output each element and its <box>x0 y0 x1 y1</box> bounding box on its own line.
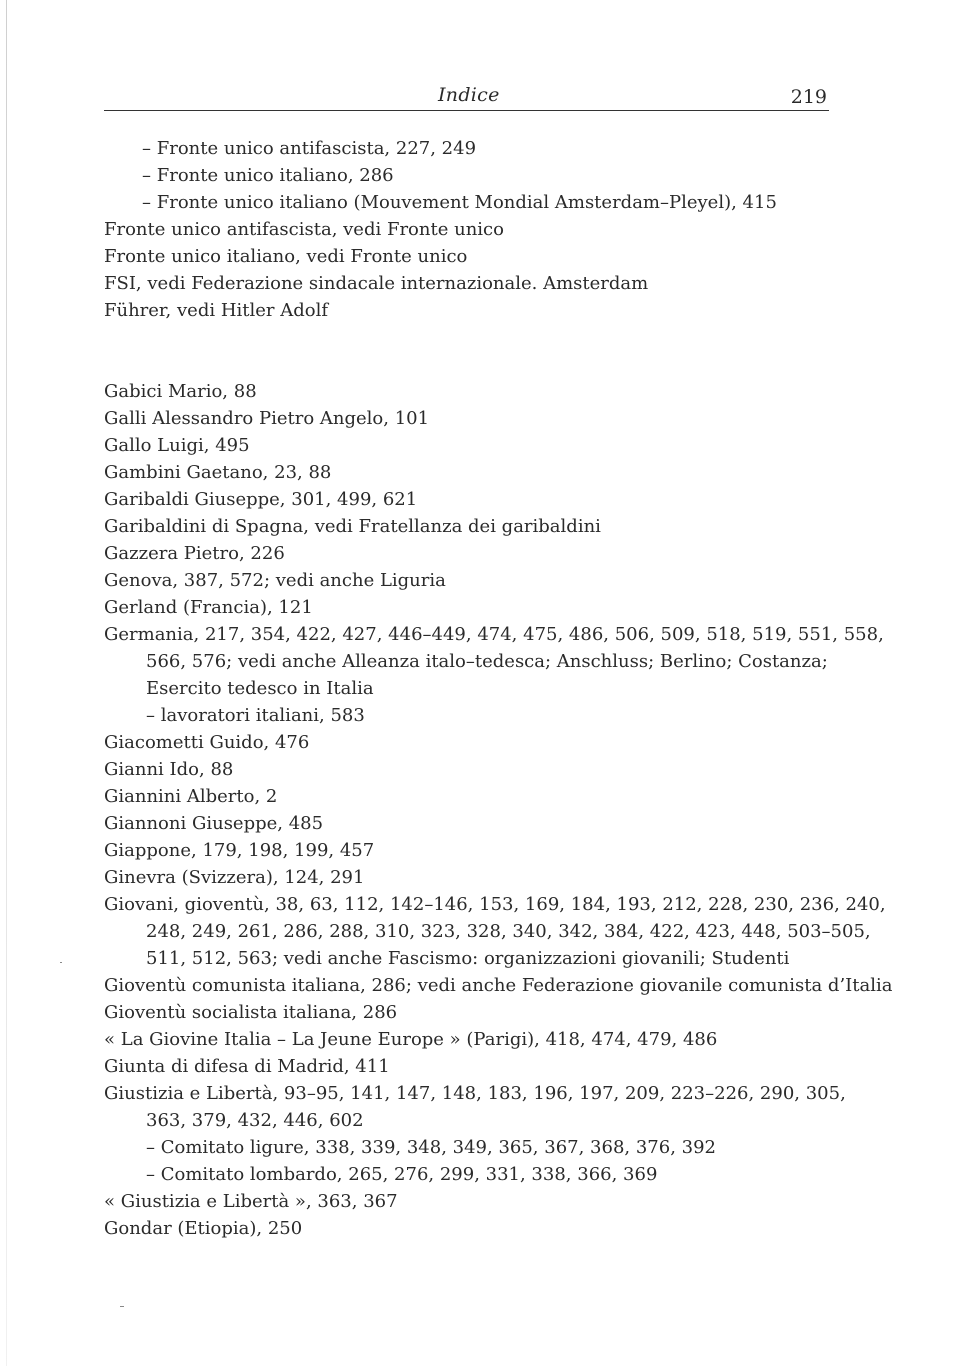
index-entry: Gallo Luigi, 495 <box>104 435 250 456</box>
index-entry: Giappone, 179, 198, 199, 457 <box>104 840 375 861</box>
index-entry: Ginevra (Svizzera), 124, 291 <box>104 867 365 888</box>
entry-continuation: 511, 512, 563; vedi anche Fascismo: organizzazioni giovanili; Studenti <box>146 948 790 969</box>
index-entry: Giannoni Giuseppe, 485 <box>104 813 324 834</box>
index-entry: Gambini Gaetano, 23, 88 <box>104 462 332 483</box>
running-title: Indice <box>438 84 500 106</box>
index-entry: Giacometti Guido, 476 <box>104 732 310 753</box>
entry-line: Giovani, gioventù, 38, 63, 112, 142–146, 153, 169, 184, 193, 212, 228, 230, 236, 240, <box>104 894 886 915</box>
index-entry: Fronte unico antifascista, vedi Fronte unico <box>104 219 504 240</box>
entry-line: Giustizia e Libertà, 93–95, 141, 147, 148, 183, 196, 197, 209, 223–226, 290, 305, <box>104 1083 846 1104</box>
index-entry: Gazzera Pietro, 226 <box>104 543 285 564</box>
index-subentry: – Comitato ligure, 338, 339, 348, 349, 365, 367, 368, 376, 392 <box>146 1137 716 1158</box>
index-entry-giustizia-e-liberta <box>104 1080 846 1134</box>
index-entry-germania <box>104 621 884 702</box>
index-entry: Fronte unico italiano, vedi Fronte unico <box>104 246 468 267</box>
page-number: 219 <box>790 86 827 108</box>
index-entry: Gioventù socialista italiana, 286 <box>104 1002 398 1023</box>
index-entry: « La Giovine Italia – La Jeune Europe » (Parigi), 418, 474, 479, 486 <box>104 1029 718 1050</box>
index-entry: Giannini Alberto, 2 <box>104 786 278 807</box>
index-entry: Giunta di difesa di Madrid, 411 <box>104 1056 390 1077</box>
entry-continuation: 363, 379, 432, 446, 602 <box>146 1110 364 1131</box>
entry-continuation: Esercito tedesco in Italia <box>146 678 374 699</box>
index-entry: Führer, vedi Hitler Adolf <box>104 300 329 321</box>
entry-continuation: 248, 249, 261, 286, 288, 310, 323, 328, 340, 342, 384, 422, 423, 448, 503–505, <box>146 921 871 942</box>
index-entry: Genova, 387, 572; vedi anche Liguria <box>104 570 446 591</box>
index-entry-giovani <box>104 891 886 972</box>
entry-line: Germania, 217, 354, 422, 427, 446–449, 474, 475, 486, 506, 509, 518, 519, 551, 558, <box>104 624 884 645</box>
entry-continuation: 566, 576; vedi anche Alleanza italo–tedesca; Anschluss; Berlino; Costanza; <box>146 651 828 672</box>
section-gap <box>0 324 967 351</box>
section-gap <box>0 351 967 378</box>
index-subentry: – Fronte unico italiano, 286 <box>142 165 394 186</box>
index-subentry: – Fronte unico antifascista, 227, 249 <box>142 138 477 159</box>
index-entry: Gabici Mario, 88 <box>104 381 257 402</box>
index-list <box>0 135 967 1242</box>
index-subentry: – Comitato lombardo, 265, 276, 299, 331, 338, 366, 369 <box>146 1164 658 1185</box>
index-entry: FSI, vedi Federazione sindacale internazionale. Amsterdam <box>104 273 649 294</box>
index-entry: « Giustizia e Libertà », 363, 367 <box>104 1191 398 1212</box>
scan-speck <box>120 1306 124 1307</box>
index-entry: Galli Alessandro Pietro Angelo, 101 <box>104 408 430 429</box>
index-entry: Garibaldi Giuseppe, 301, 499, 621 <box>104 489 418 510</box>
index-entry: Garibaldini di Spagna, vedi Fratellanza dei garibaldini <box>104 516 601 537</box>
index-entry: Gianni Ido, 88 <box>104 759 234 780</box>
index-subentry: – Fronte unico italiano (Mouvement Mondial Amsterdam–Pleyel), 415 <box>142 192 777 213</box>
index-entry: Gioventù comunista italiana, 286; vedi anche Federazione giovanile comunista d’Italia <box>104 975 893 996</box>
index-subentry: – lavoratori italiani, 583 <box>146 705 365 726</box>
scan-speck <box>60 962 62 963</box>
index-entry: Gondar (Etiopia), 250 <box>104 1218 303 1239</box>
page-header <box>104 82 829 111</box>
index-entry: Gerland (Francia), 121 <box>104 597 313 618</box>
